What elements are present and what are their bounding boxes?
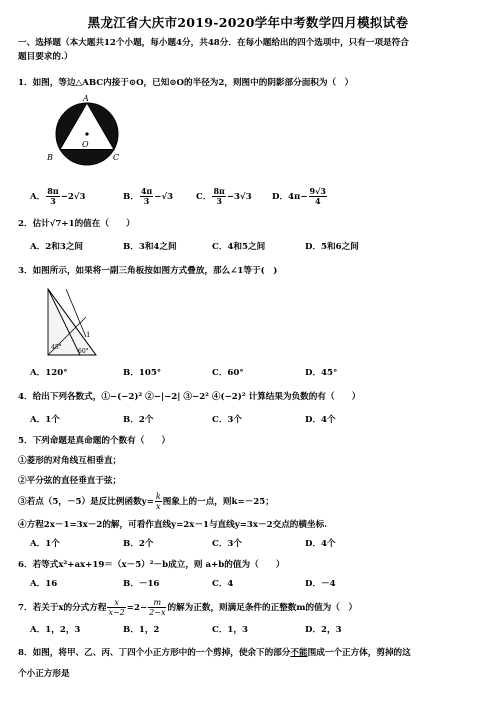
q3-option-b[interactable]: B．105° bbox=[123, 368, 162, 378]
q4-option-c[interactable]: C．3个 bbox=[212, 415, 243, 425]
page-title: 黑龙江省大庆市2019-2020学年中考数学四月模拟试卷 bbox=[87, 15, 409, 30]
q1-option-d[interactable]: D．4π− $\frac{9√3}{4}$ bbox=[272, 186, 326, 206]
q4-stem: 4．给出下列各数式，①−(−2)² ②−|−2| ③−2² ④(−2)² 计算结果为负数的有（ ） bbox=[18, 392, 361, 402]
section-heading-cont: 题目要求的.） bbox=[18, 52, 73, 62]
q3-label-angle1: 1 bbox=[86, 331, 91, 339]
q2-option-c[interactable]: C．4和5之间 bbox=[212, 242, 266, 252]
q3-triangle-figure bbox=[36, 285, 106, 359]
q1-label-a: A bbox=[83, 94, 89, 103]
q1-label-o: O bbox=[82, 140, 89, 149]
q1-label-b: B bbox=[47, 153, 53, 162]
q6-option-b[interactable]: B．－16 bbox=[123, 579, 160, 589]
q5-option-b[interactable]: B．2个 bbox=[123, 539, 154, 549]
q7-stem: 7．若关于x的分式方程 $\frac{x}{x-2}$ =2− $\frac{m}{2-x}$ 的解为正数，则满足条件的正整数m的值为（ ） bbox=[18, 598, 358, 617]
q6-option-d[interactable]: D．－4 bbox=[305, 579, 336, 589]
section-heading: 一、选择题（本大题共12个小题，每小题4分，共48分．在每小题给出的四个选项中，只有一项是符合 bbox=[18, 38, 409, 48]
q3-label-60: 60° bbox=[78, 348, 89, 355]
q4-option-b[interactable]: B．2个 bbox=[123, 415, 154, 425]
q7-option-d[interactable]: D．2，3 bbox=[305, 625, 342, 635]
q2-stem: 2．估计√7+1的值在（ ） bbox=[18, 219, 135, 229]
q7-option-c[interactable]: C．1，3 bbox=[212, 625, 248, 635]
q2-option-a[interactable]: A．2和3之间 bbox=[30, 242, 84, 252]
q5-item-3: ③若点（5，－5）是反比例函数y= $\frac{k}{x}$ 图象上的一点，则k=－25； bbox=[18, 492, 274, 511]
q7-option-a[interactable]: A．1，2，3 bbox=[30, 625, 81, 635]
q8-stem-cont: 个小正方形是 bbox=[18, 669, 70, 679]
q5-stem: 5．下列命题是真命题的个数有（ ） bbox=[18, 436, 171, 446]
q5-option-d[interactable]: D．4个 bbox=[305, 539, 336, 549]
q1-center-dot bbox=[85, 132, 88, 135]
q5-item-4: ④方程2x－1=3x－2的解，可看作直线y=2x－1与直线y=3x－2交点的横坐标. bbox=[18, 520, 328, 530]
q3-option-a[interactable]: A．120° bbox=[30, 368, 68, 378]
q7-option-b[interactable]: B．1，2 bbox=[123, 625, 160, 635]
q8-stem: 8．如图，将甲、乙、丙、丁四个小正方形中的一个剪掉，使余下的部分不能围成一个正方体，剪掉的这 bbox=[18, 648, 411, 658]
q2-option-b[interactable]: B．3和4之间 bbox=[123, 242, 177, 252]
q3-option-c[interactable]: C．60° bbox=[212, 368, 244, 378]
q3-label-45: 45° bbox=[51, 344, 62, 351]
q5-option-c[interactable]: C．3个 bbox=[212, 539, 243, 549]
q1-stem: 1．如图，等边△ABC内接于⊙O，已知⊙O的半径为2，则图中的阴影部分面积为（ ） bbox=[18, 78, 354, 88]
q5-item-1: ①菱形的对角线互相垂直； bbox=[18, 456, 122, 466]
q4-option-d[interactable]: D．4个 bbox=[305, 415, 336, 425]
q1-circle-figure bbox=[40, 92, 140, 170]
q1-option-c[interactable]: C． $\frac{8\pi}{3}$ −3√3 bbox=[196, 186, 252, 206]
q1-option-a[interactable]: A． $\frac{8\pi}{3}$ −2√3 bbox=[30, 186, 86, 206]
q1-option-b[interactable]: B． $\frac{4\pi}{3}$ −√3 bbox=[123, 186, 174, 206]
q2-option-d[interactable]: D．5和6之间 bbox=[305, 242, 359, 252]
q3-option-d[interactable]: D．45° bbox=[305, 368, 338, 378]
q6-option-a[interactable]: A．16 bbox=[30, 579, 58, 589]
q3-stem: 3．如图所示，如果将一副三角板按如图方式叠放，那么∠1等于( ) bbox=[18, 266, 278, 276]
q1-label-c: C bbox=[113, 153, 120, 162]
q5-option-a[interactable]: A．1个 bbox=[30, 539, 60, 549]
q5-item-2: ②平分弦的直径垂直于弦； bbox=[18, 476, 122, 486]
q6-stem: 6．若等式x²+ax+19＝（x－5）²－b成立，则 a+b的值为（ ） bbox=[18, 560, 285, 570]
q6-option-c[interactable]: C．4 bbox=[212, 579, 234, 589]
q4-option-a[interactable]: A．1个 bbox=[30, 415, 60, 425]
